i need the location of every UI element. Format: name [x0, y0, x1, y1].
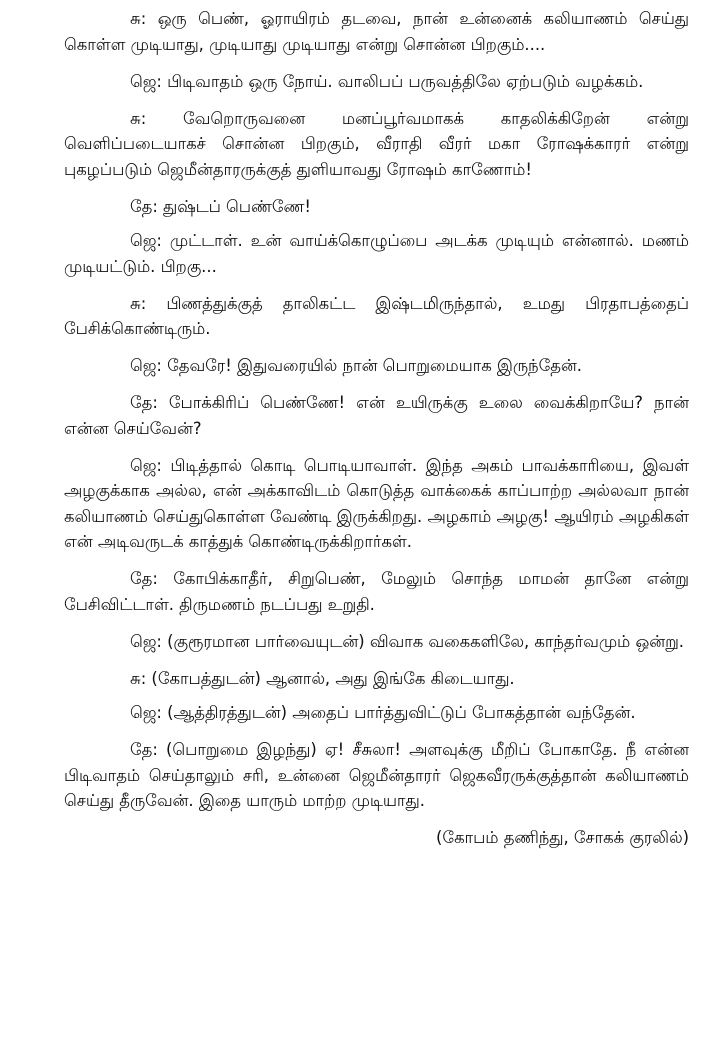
dialogue-paragraph: தே: கோபிக்காதீர், சிறுபெண், மேலும் சொந்த மாமன் தானே என்று பேசிவிட்டாள். திருமணம் நடப்பது உறுதி. [64, 569, 689, 614]
dialogue-paragraph: தே: போக்கிரிப் பெண்ணே! என் உயிருக்கு உலை வைக்கிறாயே? நான் என்ன செய்வேன்? [64, 393, 689, 438]
dialogue-paragraph: தே: (பொறுமை இழந்து) ஏ! சீசுலா! அளவுக்கு மீறிப் போகாதே. நீ என்ன பிடிவாதம் செய்தாலும் சரி, உன்னை ஜெமீன்தாரர் ஜெகவீரருக்குத்தான் கலியாணம் செய்து தீருவேன். இதை யாரும் மாற்ற முடியாது. [64, 740, 689, 810]
dialogue-paragraph: சு: வேறொருவனை மனப்பூர்வமாகக் காதலிக்கிறேன் என்று வெளிப்படையாகச் சொன்ன பிறகும், வீராதி வீரர் மகா ரோஷக்காரர் என்று புகழப்படும் ஜெமீன்தாரருக்குத் துளியாவது ரோஷம் காணோம்! [64, 108, 689, 179]
dialogue-paragraph: சு: (கோபத்துடன்) ஆனால், அது இங்கே கிடையாது. [130, 668, 515, 688]
dialogue-paragraph: ஜெ: (ஆத்திரத்துடன்) அதைப் பார்த்துவிட்டுப் போகத்தான் வந்தேன். [130, 703, 636, 722]
dialogue-paragraph: ஜெ: பிடித்தால் கொடி பொடியாவாள். இந்த அகம் பாவக்காரியை, இவள் அழகுக்காக அல்ல, என் அக்காவிடம் கொடுத்த வாக்கைக் காப்பாற்ற அல்லவா நான் கலியாணம் செய்துகொள்ள வேண்டி இருக்கிறது. அழகாம் அழகு! ஆயிரம் அழகிகள் என் அடிவருடக் காத்துக் கொண்டிருக்கிறார்கள். [64, 455, 689, 551]
dialogue-paragraph: சு: பிணத்துக்குத் தாலிகட்ட இஷ்டமிருந்தால், உமது பிரதாபத்தைப் பேசிக்கொண்டிரும். [64, 293, 689, 338]
dialogue-paragraph: ஜெ: (குரூரமான பார்வையுடன்) விவாக வகைகளிலே, காந்தர்வமும் ஒன்று. [130, 631, 684, 651]
dialogue-paragraph: ஜெ: முட்டாள். உன் வாய்க்கொழுப்பை அடக்க முடியும் என்னால். மணம் முடியட்டும். பிறகு... [64, 231, 689, 276]
dialogue-paragraph: தே: துஷ்டப் பெண்ணே! [130, 196, 311, 216]
stage-direction: (கோபம் தணிந்து, சோகக் குரலில்) [436, 828, 689, 847]
dialogue-paragraph: ஜெ: தேவரே! இதுவரையில் நான் பொறுமையாக இருந்தேன். [130, 356, 582, 375]
dialogue-paragraph: சு: ஒரு பெண், ஓராயிரம் தடவை, நான் உன்னைக் கலியாணம் செய்து கொள்ள முடியாது, முடியாது முடியாது என்று சொன்ன பிறகும்.... [64, 9, 689, 54]
dialogue-paragraph: ஜெ: பிடிவாதம் ஒரு நோய். வாலிபப் பருவத்திலே ஏற்படும் வழக்கம். [130, 71, 644, 91]
